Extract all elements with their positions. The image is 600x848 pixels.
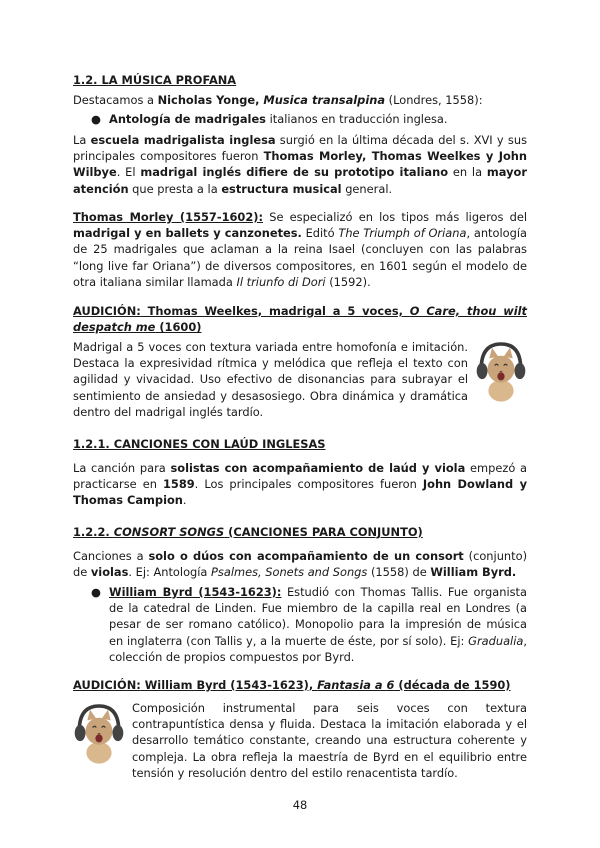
bullet-dot: ●: [91, 585, 101, 599]
consort-songs-paragraph: Canciones a solo o dúos con acompañamiento de un consort (conjunto) de violas. Ej: Antología Psalmes, Sonets and Songs (1558) de William Byrd.: [73, 549, 528, 580]
audicion-byrd-text: Composición instrumental para seis voces con textura contrapuntística densa y fluida. Destaca la imitación elaborada y el desarrollo temático constante, creando una estructura coherente y compleja. La obra refleja la maestría de Byrd en el equilibrio entre tensión y resolución dentro del estilo renacentista tardío.: [132, 701, 527, 780]
headphones-cat-icon: [474, 338, 528, 404]
audicion-byrd-heading: AUDICIÓN: William Byrd (1543-1623), Fantasia a 6 (década de 1590): [73, 678, 511, 692]
bullet-william-byrd: ● William Byrd (1543-1623): Estudió con Thomas Tallis. Fue organista de la catedral de Linden. Fue miembro de la capilla real en Londres (a pesar de ser romano católico). Monopolio para la impresión de música en inglaterra (con Tallis y, a la muerte de éste, por sí solo). Ej: Gradualia, colección de propios compuestos por Byrd.: [91, 585, 527, 664]
bullet-antologia: ● Antología de madrigales italianos en traducción inglesa.: [91, 112, 448, 126]
audicion-weelkes-heading: AUDICIÓN: Thomas Weelkes, madrigal a 5 voces, O Care, thou wilt despatch me (1600): [73, 304, 528, 335]
page-number: 48: [292, 798, 308, 812]
headphones-cat-icon: [72, 700, 126, 766]
morley-paragraph: Thomas Morley (1557-1602): Se especializó en los tipos más ligeros del madrigal y en ballets y canzonetes. Editó The Triumph of Oriana, antología de 25 madrigales que aclaman a la reina Isael (concluyen con las palabras “long live far Oriana”) de diversos compositores, en 1601 según el modelo de otra italiana similar llamada Il triunfo di Dori (1592).: [73, 210, 527, 289]
canciones-laud-paragraph: La canción para solistas con acompañamiento de laúd y viola empezó a practicarse en 1589. Los principales compositores fueron John Dowland y Thomas Campion.: [73, 461, 528, 508]
school-paragraph: La escuela madrigalista inglesa surgió en la última década del s. XVI y sus principales compositores fueron Thomas Morley, Thomas Weelkes y John Wilbye. El madrigal inglés difiere de su prototipo italiano en la mayor atención que presta a la estructura musical general.: [73, 133, 528, 196]
bullet-dot: ●: [91, 112, 101, 126]
section-heading-la-musica-profana: 1.2. LA MÚSICA PROFANA: [73, 73, 237, 87]
audicion-weelkes-text: Madrigal a 5 voces con textura variada entre homofonía e imitación. Destaca la expresividad rítmica y melódica que refleja el texto con agilidad y vivacidad. Uso efectivo de disonancias para subrayar el sentimiento de ansiedad y desasosiego. Obra dinámica y dramática dentro del madrigal inglés tardío.: [73, 340, 468, 419]
section-heading-consort-songs: 1.2.2. CONSORT SONGS (CANCIONES PARA CONJUNTO): [73, 525, 423, 539]
section-heading-canciones-laud: 1.2.1. CANCIONES CON LAÚD INGLESAS: [73, 437, 326, 451]
intro-paragraph: Destacamos a Nicholas Yonge, Musica transalpina (Londres, 1558):: [73, 93, 483, 107]
